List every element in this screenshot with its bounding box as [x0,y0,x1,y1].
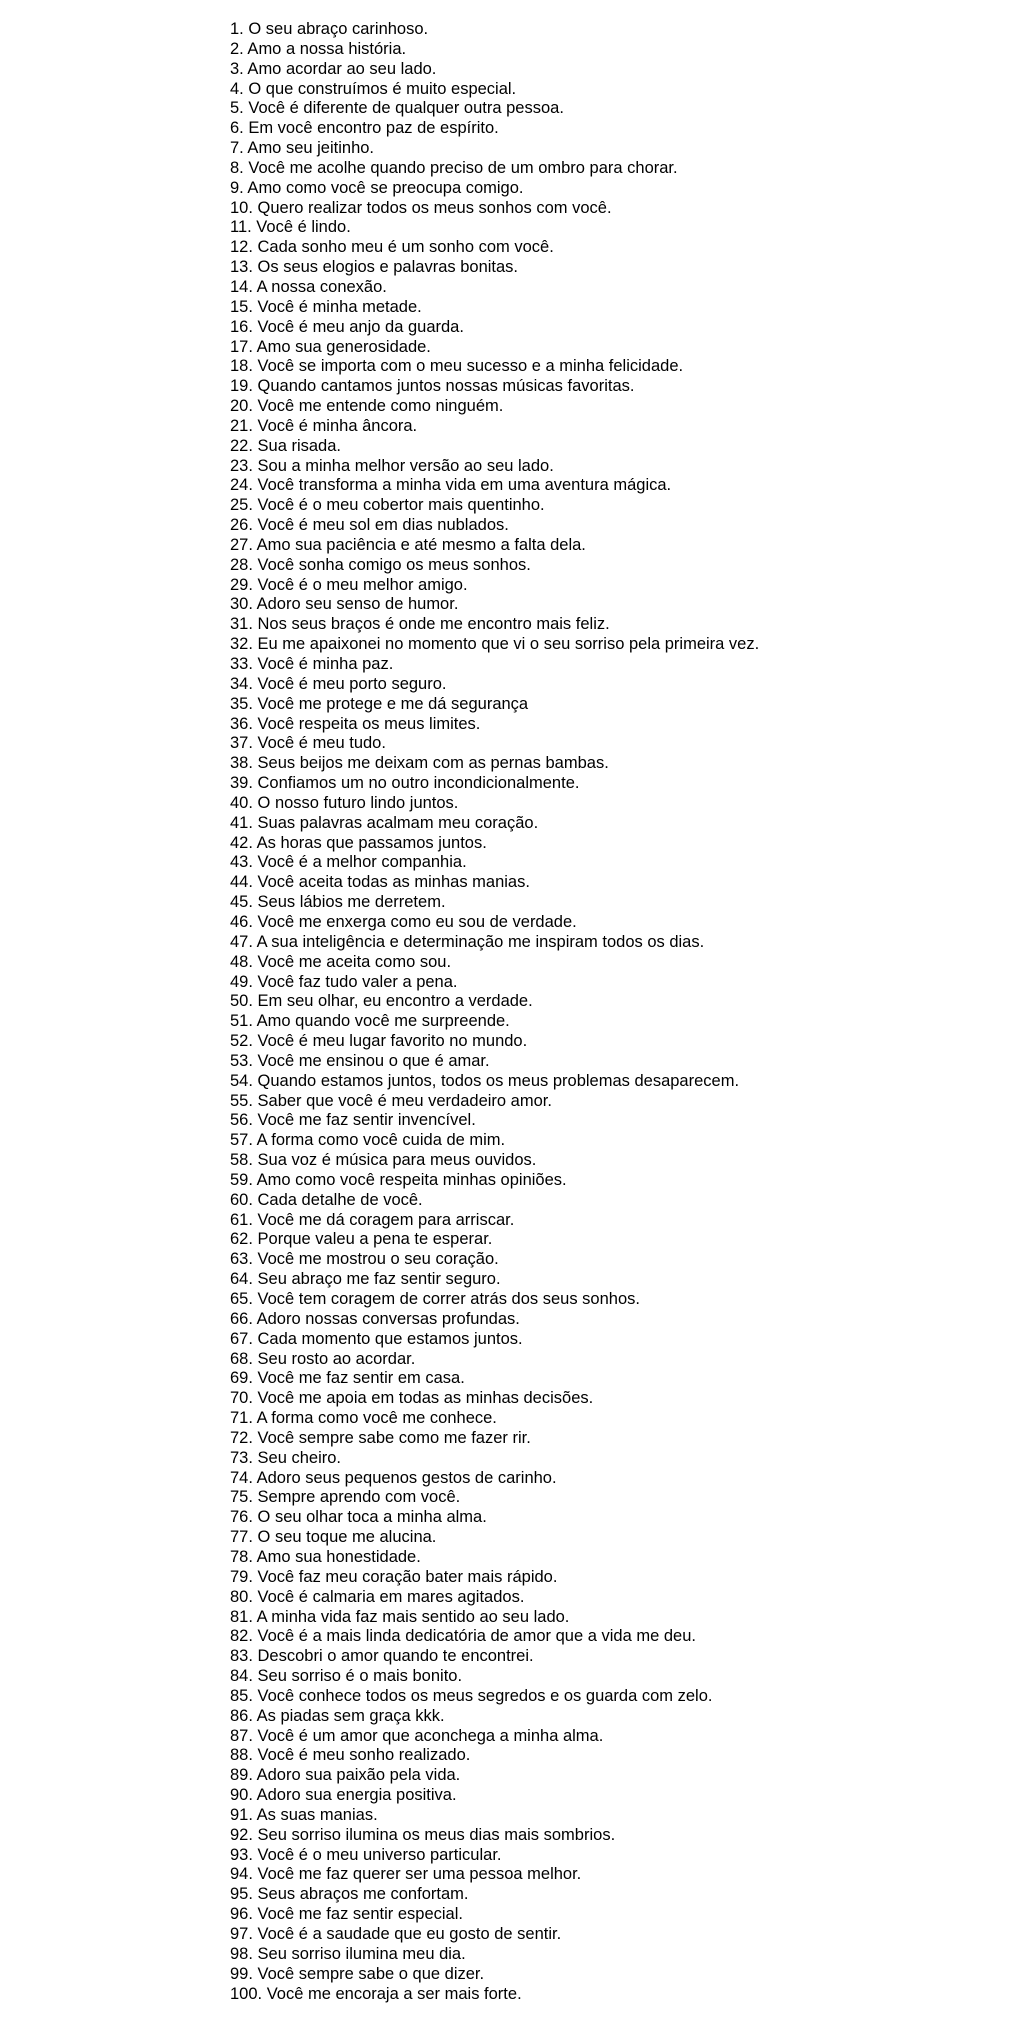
reason-item: 30. Adoro seu senso de humor. [230,595,459,614]
reason-item: 45. Seus lábios me derretem. [230,893,446,912]
reason-item: 90. Adoro sua energia positiva. [230,1786,457,1805]
reason-item: 62. Porque valeu a pena te esperar. [230,1230,493,1249]
reason-item: 24. Você transforma a minha vida em uma aventura mágica. [230,476,672,495]
reason-item: 66. Adoro nossas conversas profundas. [230,1309,520,1328]
reason-item: 33. Você é minha paz. [230,655,394,673]
reason-item: 5. Você é diferente de qualquer outra pessoa. [230,99,564,118]
reason-item: 25. Você é o meu cobertor mais quentinho. [230,496,545,515]
reason-item: 27. Amo sua paciência e até mesmo a falta dela. [230,535,586,554]
reason-item: 18. Você se importa com o meu sucesso e a minha felicidade. [230,357,684,376]
reason-item: 46. Você me enxerga como eu sou de verdade. [230,912,577,931]
reason-item: 28. Você sonha comigo os meus sonhos. [230,555,531,574]
reason-item: 20. Você me entende como ninguém. [230,397,504,416]
reason-item: 6. Em você encontro paz de espírito. [230,119,499,138]
reason-item: 37. Você é meu tudo. [230,734,386,753]
reason-item: 74. Adoro seus pequenos gestos de carinho. [230,1468,557,1487]
reason-item: 23. Sou a minha melhor versão ao seu lado. [230,456,554,475]
reason-item: 93. Você é o meu universo particular. [230,1845,502,1864]
reason-item: 31. Nos seus braços é onde me encontro mais feliz. [230,615,610,634]
reason-item: 39. Confiamos um no outro incondicionalmente. [230,774,580,793]
reason-item: 69. Você me faz sentir em casa. [230,1369,465,1388]
reason-item: 4. O que construímos é muito especial. [230,79,517,98]
reason-item: 57. A forma como você cuida de mim. [230,1131,506,1150]
reason-item: 61. Você me dá coragem para arriscar. [230,1210,515,1229]
reason-item: 2. Amo a nossa história. [230,39,407,58]
reason-item: 70. Você me apoia em todas as minhas decisões. [230,1389,594,1408]
reason-item: 44. Você aceita todas as minhas manias. [230,873,530,892]
reason-item: 58. Sua voz é música para meus ouvidos. [230,1151,537,1170]
reason-item: 100. Você me encoraja a ser mais forte. [230,1984,522,2003]
reason-item: 65. Você tem coragem de correr atrás dos seus sonhos. [230,1290,640,1308]
reason-item: 89. Adoro sua paixão pela vida. [230,1766,461,1785]
reason-item: 47. A sua inteligência e determinação me inspiram todos os dias. [230,932,705,951]
reason-item: 95. Seus abraços me confortam. [230,1885,469,1904]
reason-item: 8. Você me acolhe quando preciso de um ombro para chorar. [230,158,678,177]
reason-item: 88. Você é meu sonho realizado. [230,1746,471,1765]
reason-item: 54. Quando estamos juntos, todos os meus problemas desaparecem. [230,1071,740,1090]
reason-item: 52. Você é meu lugar favorito no mundo. [230,1032,528,1051]
reason-item: 7. Amo seu jeitinho. [230,139,375,158]
reason-item: 78. Amo sua honestidade. [230,1547,421,1566]
reason-item: 9. Amo como você se preocupa comigo. [230,178,524,197]
reason-item: 63. Você me mostrou o seu coração. [230,1250,499,1269]
reason-item: 98. Seu sorriso ilumina meu dia. [230,1944,466,1963]
reason-item: 43. Você é a melhor companhia. [230,853,467,872]
reason-item: 81. A minha vida faz mais sentido ao seu lado. [230,1607,570,1626]
reason-item: 60. Cada detalhe de você. [230,1190,423,1209]
reason-item: 96. Você me faz sentir especial. [230,1905,463,1924]
reason-item: 48. Você me aceita como sou. [230,952,452,971]
reason-item: 79. Você faz meu coração bater mais rápido. [230,1567,558,1586]
document-body [230,20,1010,2004]
reason-item: 32. Eu me apaixonei no momento que vi o seu sorriso pela primeira vez. [230,635,760,654]
reason-item: 3. Amo acordar ao seu lado. [230,59,437,78]
reason-item: 15. Você é minha metade. [230,297,422,316]
reason-item: 34. Você é meu porto seguro. [230,674,447,693]
reason-item: 87. Você é um amor que aconchega a minha alma. [230,1726,604,1745]
reason-item: 56. Você me faz sentir invencível. [230,1111,476,1130]
reason-item: 51. Amo quando você me surpreende. [230,1012,510,1031]
reason-item: 84. Seu sorriso é o mais bonito. [230,1667,463,1686]
reason-item: 97. Você é a saudade que eu gosto de sentir. [230,1925,562,1943]
reason-item: 75. Sempre aprendo com você. [230,1488,461,1507]
reason-item: 42. As horas que passamos juntos. [230,833,487,852]
reason-item: 12. Cada sonho meu é um sonho com você. [230,238,554,257]
reason-item: 22. Sua risada. [230,436,341,455]
reason-item: 77. O seu toque me alucina. [230,1528,437,1547]
reason-item: 76. O seu olhar toca a minha alma. [230,1508,487,1527]
reason-item: 68. Seu rosto ao acordar. [230,1349,416,1368]
reason-item: 99. Você sempre sabe o que dizer. [230,1964,485,1983]
reason-item: 14. A nossa conexão. [230,277,387,296]
reason-item: 41. Suas palavras acalmam meu coração. [230,813,539,832]
reason-item: 17. Amo sua generosidade. [230,337,431,356]
reason-item: 49. Você faz tudo valer a pena. [230,972,458,991]
reason-item: 19. Quando cantamos juntos nossas músicas favoritas. [230,377,635,396]
reason-item: 36. Você respeita os meus limites. [230,714,481,733]
reason-item: 71. A forma como você me conhece. [230,1409,497,1428]
reason-item: 16. Você é meu anjo da guarda. [230,317,464,336]
reason-item: 10. Quero realizar todos os meus sonhos com você. [230,198,612,217]
reason-item: 59. Amo como você respeita minhas opiniões. [230,1170,567,1189]
reason-item: 67. Cada momento que estamos juntos. [230,1329,523,1348]
reason-item: 55. Saber que você é meu verdadeiro amor. [230,1091,552,1110]
reason-item: 80. Você é calmaria em mares agitados. [230,1587,525,1606]
reason-item: 92. Seu sorriso ilumina os meus dias mais sombrios. [230,1825,616,1844]
reason-item: 83. Descobri o amor quando te encontrei. [230,1647,534,1666]
reason-item: 73. Seu cheiro. [230,1448,341,1467]
reasons-list [230,20,1010,2004]
reason-item: 72. Você sempre sabe como me fazer rir. [230,1428,531,1447]
reason-item: 38. Seus beijos me deixam com as pernas bambas. [230,754,609,773]
reason-item: 85. Você conhece todos os meus segredos e os guarda com zelo. [230,1686,713,1705]
reason-item: 11. Você é lindo. [230,218,351,237]
reason-item: 91. As suas manias. [230,1805,378,1824]
reason-item: 50. Em seu olhar, eu encontro a verdade. [230,992,533,1011]
reason-item: 86. As piadas sem graça kkk. [230,1706,445,1725]
reason-item: 13. Os seus elogios e palavras bonitas. [230,258,519,277]
reason-item: 40. O nosso futuro lindo juntos. [230,793,459,812]
reason-item: 64. Seu abraço me faz sentir seguro. [230,1270,501,1289]
reason-item: 94. Você me faz querer ser uma pessoa melhor. [230,1865,582,1884]
reason-item: 29. Você é o meu melhor amigo. [230,575,468,594]
reason-item: 26. Você é meu sol em dias nublados. [230,516,509,535]
reason-item: 21. Você é minha âncora. [230,416,418,435]
reason-item: 82. Você é a mais linda dedicatória de amor que a vida me deu. [230,1627,696,1646]
reason-item: 1. O seu abraço carinhoso. [230,20,429,38]
reason-item: 35. Você me protege e me dá segurança [230,694,529,713]
reason-item: 53. Você me ensinou o que é amar. [230,1051,490,1070]
